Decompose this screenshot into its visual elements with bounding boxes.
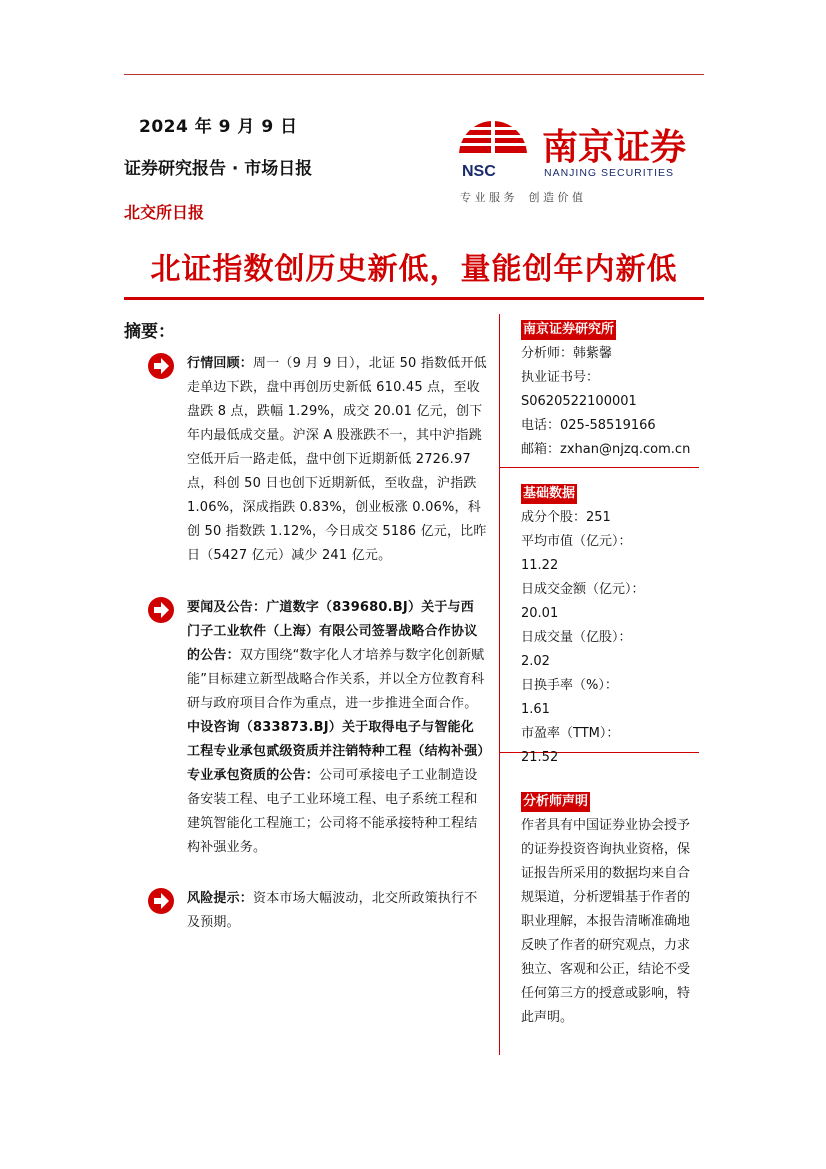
statement-text: 作者具有中国证券业协会授予的证券投资咨询执业资格，保证报告所采用的数据均来自合规渠道，分析逻辑基于作者的职业理解，本报告清晰准确地反映了作者的研究观点，力求独立、客观和公正，结论不受任何第三方的授意或影响，特此声明。 <box>521 818 691 1025</box>
market-review-text: 周一（9 月 9 日），北证 50 指数低开低走单边下跌，盘中再创历史新低 610.45 点，至收盘跌 8 点，跌幅 1.29%，成交 20.01 亿元，创下年内最低成交量。沪深 A 股涨跌不一，其中沪指跳空低开后一路走低，盘中创下近期新低 2726.97 点，科创 50 日也创下近期新低，至收盘，沪指跌 1.06%，深成指跌 0.83%，创业板涨 0.06%，科创 50 指数跌 1.12%，今日成交 5186 亿元，比昨日（5427 亿元）减少 241 亿元。 <box>187 356 487 563</box>
statement-heading: 分析师声明 <box>521 792 590 812</box>
market-review-paragraph <box>187 352 487 568</box>
top-rule <box>124 74 704 75</box>
risk-text: 资本市场大幅波动，北交所政策执行不及预期。 <box>187 891 478 930</box>
basic-data-row: 21.52 <box>521 750 559 765</box>
arrow-circle-icon <box>147 596 175 624</box>
email: 邮箱：zxhan@njzq.com.cn <box>521 442 691 457</box>
basic-data-row: 市盈率（TTM）： <box>521 726 620 741</box>
basic-data-row: 1.61 <box>521 702 550 717</box>
institute-box <box>521 318 701 462</box>
arrow-circle-icon <box>147 352 175 380</box>
cert-label: 执业证书号： <box>521 370 600 385</box>
arrow-circle-icon <box>147 887 175 915</box>
abstract-label: 摘要： <box>124 322 175 342</box>
news-paragraph <box>187 596 487 860</box>
report-title: 北证指数创历史新低，量能创年内新低 <box>150 252 678 287</box>
risk-lead: 风险提示： <box>187 891 254 906</box>
basic-data-row: 日成交金额（亿元）： <box>521 582 645 597</box>
news-text-1: 双方围绕“数字化人才培养与数字化创新赋能”目标建立新型战略合作关系，并以全方位教育科研与政府项目合作为重点，进一步推进全面合作。 <box>187 648 485 711</box>
nsc-emblem-icon <box>458 115 694 209</box>
report-series: 北交所日报 <box>124 203 205 222</box>
basic-data-row: 成分个股：251 <box>521 510 611 525</box>
market-review-lead: 行情回顾： <box>187 356 254 371</box>
news-lead-1: 要闻及公告：广道数字（839680.BJ）关于与西门子工业软件（上海）有限公司签署战略合作协议的公告： <box>187 600 478 663</box>
sidebar-divider <box>499 314 500 1055</box>
logo-slogan: 专 业 服 务 创 造 价 值 <box>460 191 583 204</box>
news-lead-2: 中设咨询（833873.BJ）关于取得电子与智能化工程专业承包贰级资质并注销特种工程（结构补强）专业承包资质的公告： <box>187 720 485 783</box>
logo-name-cn: 南京证券 <box>542 126 687 168</box>
basic-data-box <box>521 482 701 770</box>
report-type: 证券研究报告 · 市场日报 <box>124 159 313 179</box>
report-date: 2024 年 9 月 9 日 <box>139 117 298 137</box>
institute-heading: 南京证券研究所 <box>521 320 616 340</box>
phone: 电话：025-58519166 <box>521 418 656 433</box>
title-rule <box>124 297 704 300</box>
basic-data-heading: 基础数据 <box>521 484 577 504</box>
risk-paragraph <box>187 887 487 935</box>
basic-data-row: 2.02 <box>521 654 550 669</box>
basic-data-row: 平均市值（亿元）： <box>521 534 632 549</box>
basic-data-row: 11.22 <box>521 558 559 573</box>
logo-name-en: NANJING SECURITIES <box>544 167 675 179</box>
sidebar-rule <box>499 467 699 468</box>
cert-number: S0620522100001 <box>521 394 637 409</box>
basic-data-row: 20.01 <box>521 606 559 621</box>
company-logo <box>458 115 694 209</box>
statement-box <box>521 790 691 1030</box>
analyst-name: 分析师：韩紫馨 <box>521 346 613 361</box>
logo-abbr: NSC <box>462 163 496 180</box>
basic-data-row: 日成交量（亿股）： <box>521 630 632 645</box>
basic-data-row: 日换手率（%）： <box>521 678 618 693</box>
news-text-2: 公司可承接电子工业制造设备安装工程、电子工业环境工程、电子系统工程和建筑智能化工程施工；公司将不能承接特种工程结构补强业务。 <box>187 768 478 855</box>
